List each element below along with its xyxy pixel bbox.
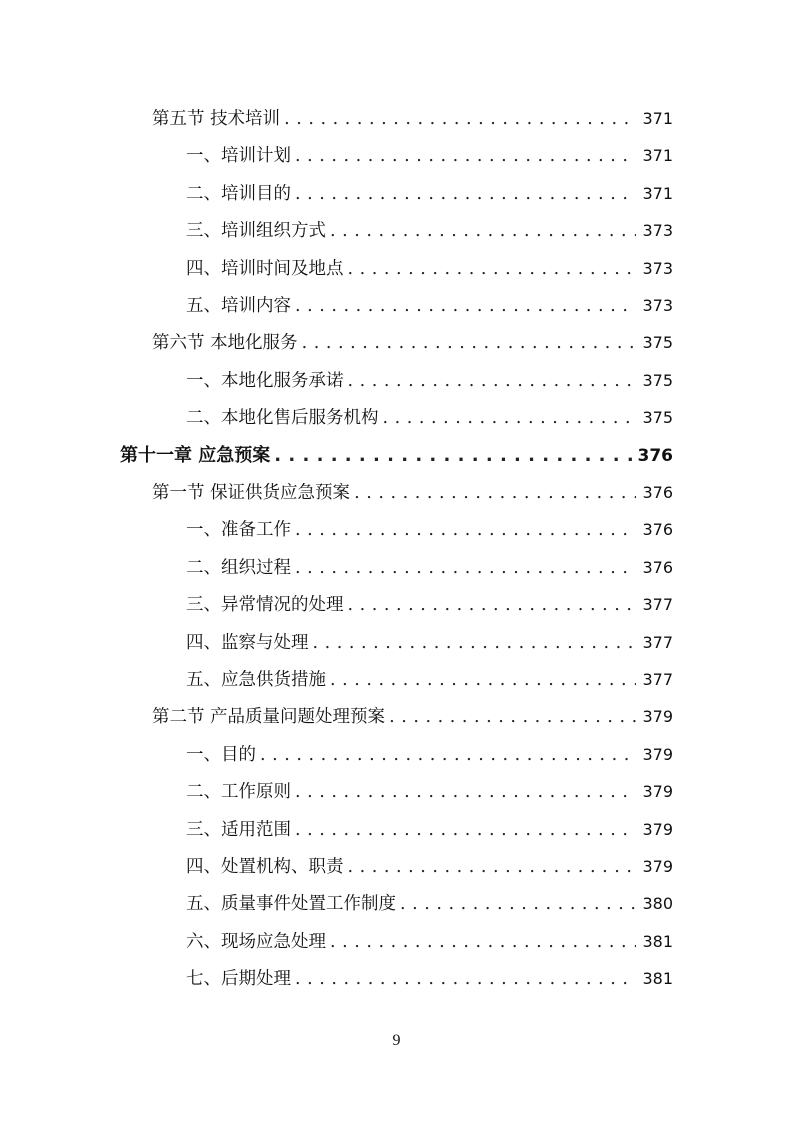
- toc-entry-page: 376: [642, 520, 673, 540]
- toc-entry-title: 五、应急供货措施: [186, 670, 326, 690]
- toc-entry-title: 一、准备工作: [186, 520, 291, 541]
- toc-entry-page: 375: [642, 370, 673, 390]
- dot-leader: [383, 400, 637, 436]
- toc-entry[interactable]: [152, 100, 673, 137]
- toc-entry-title: 第十一章 应急预案: [120, 444, 271, 466]
- toc-entry-title: 四、处置机构、职责: [186, 857, 344, 877]
- toc-entry[interactable]: [120, 437, 673, 474]
- toc-entry[interactable]: [186, 811, 673, 848]
- toc-entry-title: 一、培训计划: [186, 146, 291, 167]
- dot-leader: [354, 475, 636, 511]
- toc-entry-title: 五、质量事件处置工作制度: [186, 894, 396, 915]
- toc-entry-page: 379: [642, 744, 673, 764]
- toc-entry[interactable]: [186, 175, 673, 212]
- toc-entry-title: 第二节 产品质量问题处理预案: [152, 707, 386, 728]
- toc-entry-page: 381: [642, 969, 673, 989]
- dot-leader: [295, 288, 636, 324]
- toc-entry-title: 第五节 技术培训: [152, 109, 281, 129]
- toc-entry[interactable]: [152, 698, 673, 735]
- toc-entry-page: 377: [642, 595, 673, 615]
- toc-entry-title: 三、异常情况的处理: [186, 595, 344, 616]
- toc-entry[interactable]: [186, 848, 673, 885]
- toc-entry[interactable]: [186, 362, 673, 399]
- toc-entry[interactable]: [186, 549, 673, 586]
- dot-leader: [348, 251, 637, 287]
- toc-entry-title: 二、本地化售后服务机构: [186, 408, 379, 429]
- toc-entry-page: 375: [642, 408, 673, 428]
- toc-entry[interactable]: [186, 885, 673, 922]
- toc-entry[interactable]: [186, 137, 673, 174]
- toc-entry-title: 一、本地化服务承诺: [186, 370, 344, 391]
- toc-entry-page: 377: [642, 632, 673, 652]
- toc-entry-page: 371: [642, 183, 673, 203]
- toc-entry[interactable]: [186, 586, 673, 623]
- toc-entry[interactable]: [186, 287, 673, 324]
- dot-leader: [295, 176, 636, 212]
- dot-leader: [295, 550, 636, 586]
- toc-entry-page: 376: [642, 557, 673, 577]
- toc-entry-page: 371: [642, 146, 673, 166]
- page-number: 9: [392, 1032, 401, 1049]
- toc-entry-page: 373: [642, 221, 673, 241]
- toc-entry-title: 六、现场应急处理: [186, 931, 326, 952]
- dot-leader: [302, 325, 637, 361]
- dot-leader: [295, 512, 636, 548]
- toc-entry-title: 第一节 保证供货应急预案: [152, 483, 351, 503]
- toc-entry[interactable]: [186, 624, 673, 661]
- toc-entry[interactable]: [186, 250, 673, 287]
- dot-leader: [330, 924, 636, 960]
- toc-entry-page: 373: [642, 296, 673, 315]
- toc-entry-page: 375: [642, 333, 673, 353]
- dot-leader: [348, 363, 637, 399]
- dot-leader: [295, 812, 636, 848]
- dot-leader: [400, 886, 636, 922]
- toc-entry[interactable]: [186, 399, 673, 436]
- dot-leader: [274, 437, 631, 474]
- toc-entry-page: 380: [642, 894, 673, 914]
- dot-leader: [295, 774, 636, 810]
- dot-leader: [284, 101, 636, 137]
- dot-leader: [348, 849, 637, 885]
- toc-entry-page: 376: [642, 483, 673, 502]
- dot-leader: [313, 625, 637, 661]
- dot-leader: [260, 737, 636, 773]
- toc-entry-title: 四、培训时间及地点: [186, 258, 344, 279]
- toc-entry[interactable]: [186, 212, 673, 249]
- toc-entry[interactable]: [186, 773, 673, 810]
- toc-entry[interactable]: [186, 960, 673, 997]
- toc-entry-page: 373: [642, 258, 673, 278]
- toc-entry-title: 四、监察与处理: [186, 632, 309, 653]
- toc-entry[interactable]: [186, 923, 673, 960]
- toc-entry-title: 二、工作原则: [186, 782, 291, 803]
- toc-entry-title: 七、后期处理: [186, 969, 291, 990]
- dot-leader: [348, 587, 637, 623]
- toc-entry[interactable]: [186, 736, 673, 773]
- dot-leader: [295, 138, 636, 174]
- toc-entry-page: 379: [642, 707, 673, 727]
- toc-entry-title: 三、培训组织方式: [186, 221, 326, 242]
- toc-entry-page: 381: [642, 931, 673, 951]
- toc-entry-page: 379: [642, 782, 673, 802]
- toc-entry-page: 377: [642, 670, 673, 689]
- dot-leader: [389, 699, 636, 735]
- dot-leader: [330, 213, 636, 249]
- toc-entry-title: 五、培训内容: [186, 296, 291, 316]
- toc-entry-page: 371: [642, 109, 673, 128]
- toc-entry-title: 二、组织过程: [186, 557, 291, 578]
- toc-entry-title: 一、目的: [186, 744, 256, 765]
- toc-entry-title: 二、培训目的: [186, 183, 291, 204]
- toc-entry-page: 376: [637, 445, 673, 466]
- toc-entry[interactable]: [152, 324, 673, 361]
- toc-entry[interactable]: [152, 474, 673, 511]
- toc-entry[interactable]: [186, 511, 673, 548]
- toc-entry-page: 379: [642, 857, 673, 876]
- toc-entry[interactable]: [186, 661, 673, 698]
- toc-entry-title: 第六节 本地化服务: [152, 333, 298, 354]
- dot-leader: [330, 662, 636, 698]
- dot-leader: [295, 961, 636, 997]
- toc-entry-page: 379: [642, 819, 673, 839]
- toc-entry-title: 三、适用范围: [186, 819, 291, 840]
